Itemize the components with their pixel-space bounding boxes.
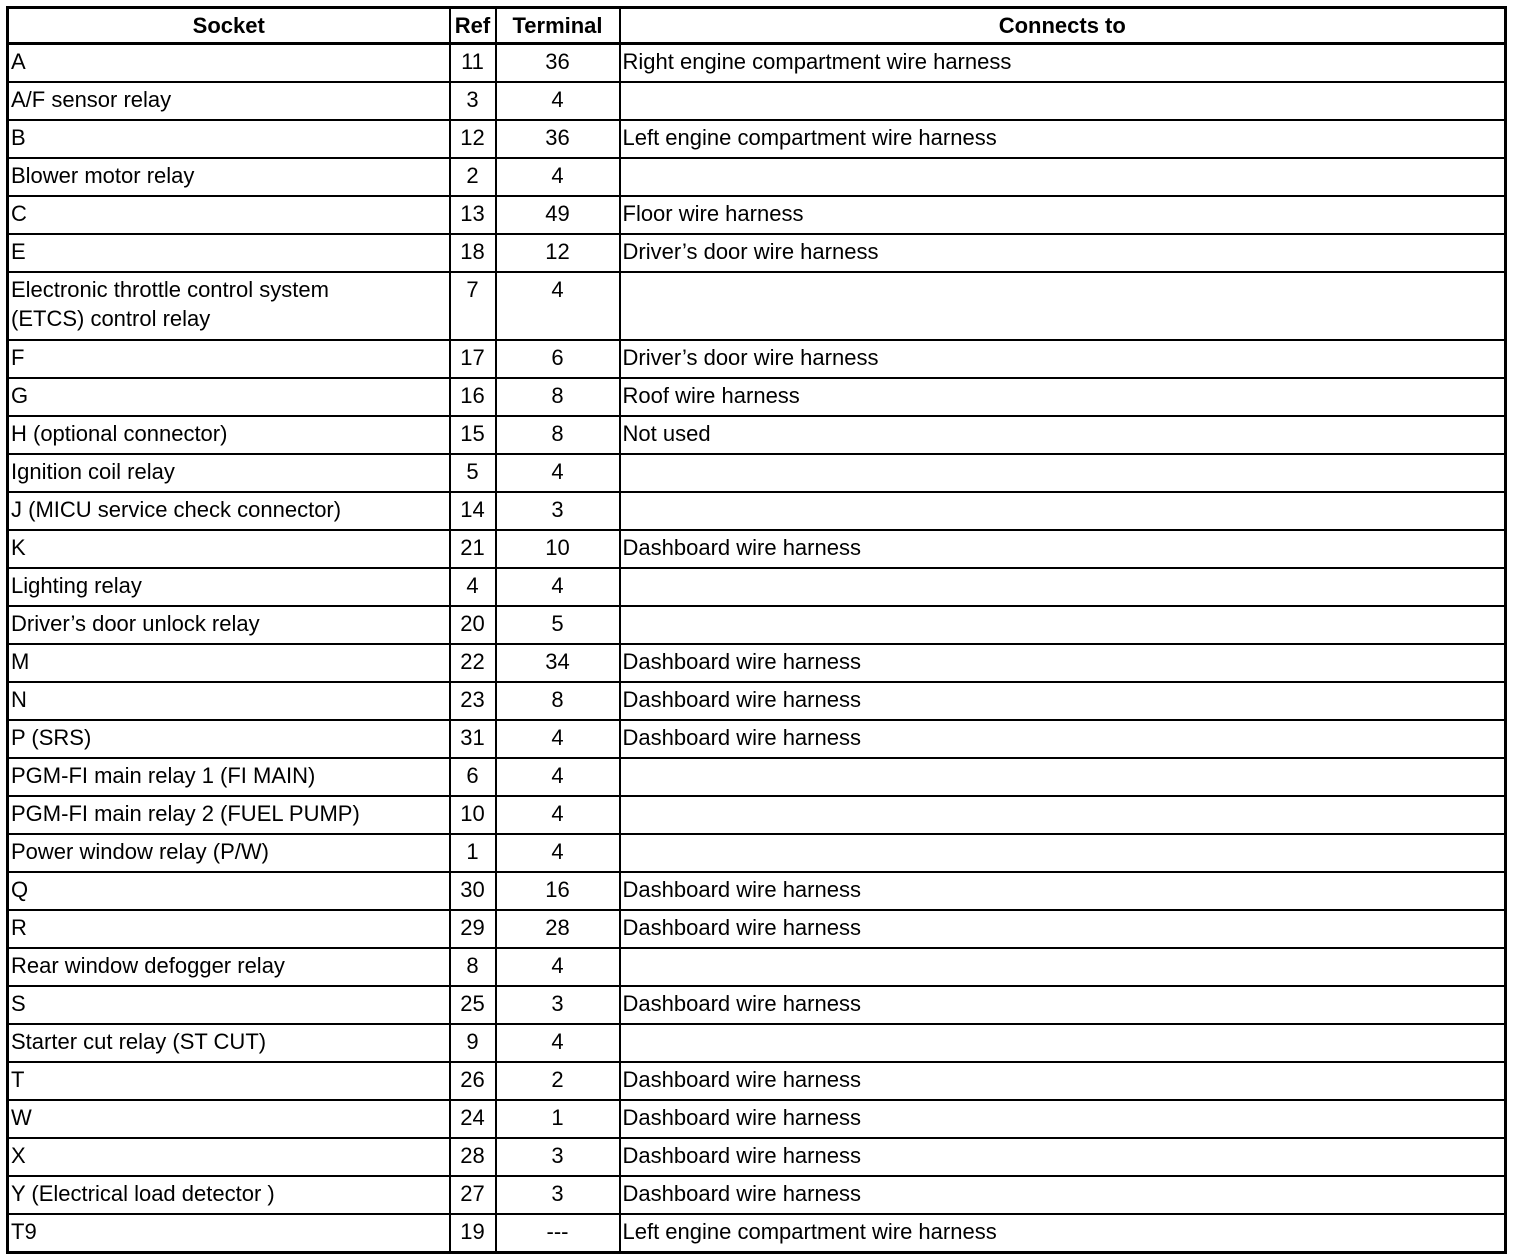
cell-connects	[620, 272, 1506, 340]
cell-socket	[8, 644, 450, 682]
cell-connects: Dashboard wire harness	[620, 910, 1506, 948]
header-terminal: Terminal	[496, 8, 620, 44]
table-row	[8, 948, 1506, 986]
socket-label: Power window relay (P/W)	[11, 839, 269, 864]
socket-label: C	[11, 201, 27, 226]
cell-socket	[8, 758, 450, 796]
cell-connects: Dashboard wire harness	[620, 644, 1506, 682]
socket-label: K	[11, 535, 26, 560]
socket-label: Rear window defogger relay	[11, 953, 285, 978]
cell-ref: 9	[450, 1024, 496, 1062]
header-connects-to: Connects to	[620, 8, 1506, 44]
cell-connects: Roof wire harness	[620, 378, 1506, 416]
table-row	[8, 834, 1506, 872]
cell-terminal: 4	[496, 454, 620, 492]
cell-terminal: 4	[496, 948, 620, 986]
header-ref: Ref	[450, 8, 496, 44]
socket-label: G	[11, 383, 29, 408]
cell-connects: Dashboard wire harness	[620, 1062, 1506, 1100]
cell-connects	[620, 568, 1506, 606]
cell-socket	[8, 834, 450, 872]
socket-label: M	[11, 649, 30, 674]
cell-connects: Dashboard wire harness	[620, 986, 1506, 1024]
table-row	[8, 492, 1506, 530]
table-row	[8, 340, 1506, 378]
socket-label: Ignition coil relay	[11, 459, 175, 484]
header-row	[8, 8, 1506, 44]
cell-socket	[8, 796, 450, 834]
cell-terminal: 1	[496, 1100, 620, 1138]
socket-label: P (SRS)	[11, 725, 92, 750]
cell-connects: Driver’s door wire harness	[620, 234, 1506, 272]
socket-label: PGM-FI main relay 1 (FI MAIN)	[11, 763, 316, 788]
cell-socket	[8, 44, 450, 83]
cell-connects	[620, 948, 1506, 986]
cell-connects: Dashboard wire harness	[620, 872, 1506, 910]
cell-ref: 21	[450, 530, 496, 568]
cell-connects	[620, 158, 1506, 196]
cell-terminal: 3	[496, 1176, 620, 1214]
table-row	[8, 1100, 1506, 1138]
cell-connects	[620, 758, 1506, 796]
cell-ref: 11	[450, 44, 496, 83]
table-row	[8, 720, 1506, 758]
cell-socket	[8, 606, 450, 644]
cell-ref: 23	[450, 682, 496, 720]
table-header	[8, 8, 1506, 44]
cell-ref: 13	[450, 196, 496, 234]
table-row	[8, 568, 1506, 606]
socket-label: H (optional connector)	[11, 421, 228, 446]
socket-label: S	[11, 991, 26, 1016]
cell-ref: 28	[450, 1138, 496, 1176]
table-row	[8, 606, 1506, 644]
socket-label-line2: (ETCS) control relay	[11, 306, 211, 331]
socket-label: T9	[11, 1219, 37, 1244]
cell-socket	[8, 234, 450, 272]
table-row	[8, 272, 1506, 340]
cell-connects: Dashboard wire harness	[620, 1176, 1506, 1214]
cell-connects: Right engine compartment wire harness	[620, 44, 1506, 83]
socket-label: X	[11, 1143, 26, 1168]
cell-socket	[8, 948, 450, 986]
cell-socket	[8, 872, 450, 910]
cell-ref: 20	[450, 606, 496, 644]
cell-ref: 25	[450, 986, 496, 1024]
cell-terminal: 36	[496, 44, 620, 83]
socket-table	[6, 6, 1507, 1254]
cell-socket	[8, 682, 450, 720]
cell-terminal: 12	[496, 234, 620, 272]
socket-label: E	[11, 239, 26, 264]
cell-terminal: 3	[496, 492, 620, 530]
table-row	[8, 682, 1506, 720]
socket-label: Starter cut relay (ST CUT)	[11, 1029, 267, 1054]
cell-terminal: 4	[496, 834, 620, 872]
table-body	[8, 44, 1506, 1253]
cell-terminal: 6	[496, 340, 620, 378]
table-row	[8, 530, 1506, 568]
cell-connects	[620, 492, 1506, 530]
socket-label: R	[11, 915, 27, 940]
socket-label: A	[11, 49, 26, 74]
table-row	[8, 910, 1506, 948]
cell-ref: 29	[450, 910, 496, 948]
cell-terminal: 4	[496, 796, 620, 834]
cell-terminal: 36	[496, 120, 620, 158]
table-row	[8, 644, 1506, 682]
table-row	[8, 196, 1506, 234]
cell-ref: 7	[450, 272, 496, 340]
cell-socket	[8, 1176, 450, 1214]
cell-socket	[8, 454, 450, 492]
cell-terminal: 3	[496, 986, 620, 1024]
cell-connects: Left engine compartment wire harness	[620, 120, 1506, 158]
table-row	[8, 758, 1506, 796]
cell-terminal: 16	[496, 872, 620, 910]
cell-terminal: 5	[496, 606, 620, 644]
cell-connects	[620, 82, 1506, 120]
socket-label: Q	[11, 877, 29, 902]
cell-ref: 10	[450, 796, 496, 834]
table-row	[8, 44, 1506, 83]
cell-terminal: 2	[496, 1062, 620, 1100]
cell-ref: 17	[450, 340, 496, 378]
cell-connects	[620, 796, 1506, 834]
cell-connects: Dashboard wire harness	[620, 1138, 1506, 1176]
cell-connects	[620, 606, 1506, 644]
cell-ref: 8	[450, 948, 496, 986]
table-row	[8, 1024, 1506, 1062]
socket-label: F	[11, 345, 25, 370]
cell-terminal: 34	[496, 644, 620, 682]
cell-socket	[8, 378, 450, 416]
socket-label: Lighting relay	[11, 573, 142, 598]
cell-socket	[8, 340, 450, 378]
table-row	[8, 158, 1506, 196]
cell-terminal: 4	[496, 158, 620, 196]
cell-terminal: 3	[496, 1138, 620, 1176]
cell-socket	[8, 120, 450, 158]
cell-socket	[8, 272, 450, 340]
table-row	[8, 378, 1506, 416]
cell-ref: 1	[450, 834, 496, 872]
cell-terminal: 4	[496, 758, 620, 796]
table-row	[8, 1138, 1506, 1176]
cell-socket	[8, 1100, 450, 1138]
table-row	[8, 872, 1506, 910]
cell-terminal: 28	[496, 910, 620, 948]
cell-terminal: ---	[496, 1214, 620, 1253]
table-row	[8, 454, 1506, 492]
table-row	[8, 234, 1506, 272]
cell-socket	[8, 1138, 450, 1176]
cell-socket	[8, 416, 450, 454]
socket-label: B	[11, 125, 26, 150]
cell-socket	[8, 492, 450, 530]
cell-connects	[620, 454, 1506, 492]
cell-terminal: 8	[496, 378, 620, 416]
cell-terminal: 4	[496, 82, 620, 120]
socket-label: N	[11, 687, 27, 712]
cell-ref: 3	[450, 82, 496, 120]
cell-connects	[620, 834, 1506, 872]
cell-terminal: 4	[496, 568, 620, 606]
cell-ref: 27	[450, 1176, 496, 1214]
cell-ref: 24	[450, 1100, 496, 1138]
cell-terminal: 4	[496, 1024, 620, 1062]
table-row	[8, 416, 1506, 454]
cell-connects: Left engine compartment wire harness	[620, 1214, 1506, 1253]
cell-connects: Not used	[620, 416, 1506, 454]
cell-socket	[8, 196, 450, 234]
header-socket: Socket	[8, 8, 450, 44]
cell-ref: 4	[450, 568, 496, 606]
cell-connects: Driver’s door wire harness	[620, 340, 1506, 378]
table-row	[8, 1176, 1506, 1214]
cell-ref: 6	[450, 758, 496, 796]
cell-ref: 18	[450, 234, 496, 272]
table-row	[8, 986, 1506, 1024]
cell-connects: Floor wire harness	[620, 196, 1506, 234]
socket-label: T	[11, 1067, 25, 1092]
cell-ref: 30	[450, 872, 496, 910]
cell-socket	[8, 1024, 450, 1062]
socket-label: J (MICU service check connector)	[11, 497, 342, 522]
table-row	[8, 82, 1506, 120]
cell-connects	[620, 1024, 1506, 1062]
cell-socket	[8, 986, 450, 1024]
cell-ref: 5	[450, 454, 496, 492]
cell-socket	[8, 568, 450, 606]
cell-ref: 19	[450, 1214, 496, 1253]
table-row	[8, 1062, 1506, 1100]
socket-label: Driver’s door unlock relay	[11, 611, 260, 636]
cell-socket	[8, 910, 450, 948]
cell-socket	[8, 1062, 450, 1100]
socket-label: Blower motor relay	[11, 163, 195, 188]
cell-ref: 26	[450, 1062, 496, 1100]
cell-terminal: 8	[496, 682, 620, 720]
cell-socket	[8, 530, 450, 568]
socket-label: Y (Electrical load detector )	[11, 1181, 275, 1206]
socket-label: Electronic throttle control system	[11, 277, 329, 302]
cell-terminal: 4	[496, 720, 620, 758]
cell-terminal: 4	[496, 272, 620, 340]
cell-connects: Dashboard wire harness	[620, 682, 1506, 720]
socket-label: A/F sensor relay	[11, 87, 172, 112]
cell-socket	[8, 158, 450, 196]
table-row	[8, 120, 1506, 158]
cell-ref: 16	[450, 378, 496, 416]
cell-socket	[8, 82, 450, 120]
cell-connects: Dashboard wire harness	[620, 1100, 1506, 1138]
cell-terminal: 49	[496, 196, 620, 234]
socket-label: PGM-FI main relay 2 (FUEL PUMP)	[11, 801, 360, 826]
cell-ref: 31	[450, 720, 496, 758]
cell-socket	[8, 720, 450, 758]
cell-ref: 22	[450, 644, 496, 682]
cell-connects: Dashboard wire harness	[620, 720, 1506, 758]
cell-ref: 12	[450, 120, 496, 158]
cell-ref: 2	[450, 158, 496, 196]
socket-label: W	[11, 1105, 32, 1130]
cell-connects: Dashboard wire harness	[620, 530, 1506, 568]
cell-terminal: 10	[496, 530, 620, 568]
cell-ref: 14	[450, 492, 496, 530]
table-row	[8, 796, 1506, 834]
cell-terminal: 8	[496, 416, 620, 454]
cell-ref: 15	[450, 416, 496, 454]
